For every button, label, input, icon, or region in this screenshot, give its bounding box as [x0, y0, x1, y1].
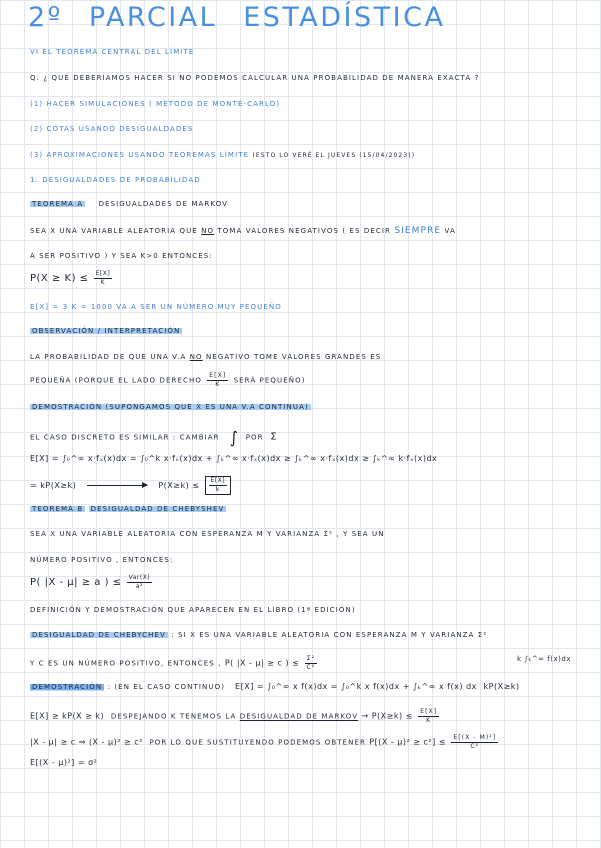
question-line: Q: ¿ QUÉ DEBERÍAMOS HACER SI NO PODEMOS CALCULAR UNA PROBABILIDAD DE MANERA EXACTA ? [30, 74, 480, 82]
demo-heading [30, 403, 311, 411]
side-note-formula: k ∫ₖ^∞ f(x)dx [517, 655, 571, 663]
arrow-icon [87, 485, 147, 486]
demo-result-num: E[X] [210, 477, 226, 484]
demo2-line [30, 682, 520, 691]
markov-fraction-den: K [100, 279, 106, 286]
final1-result: → P(X≥k) ≤ [361, 711, 413, 721]
final1-fraction-num: E[X] [420, 708, 438, 715]
title-number: 2º [28, 2, 63, 33]
section-heading-vi: VI EL TEOREMA CENTRAL DEL LÍMITE [30, 48, 195, 56]
teorema-b-heading [30, 505, 226, 513]
obs-line-1 [30, 353, 381, 361]
final-line-2 [30, 734, 500, 751]
teorema-a-name: DESIGUALDADES DE MARKOV [98, 200, 229, 208]
markov-formula [30, 270, 114, 287]
title-word-estadistica: ESTADÍSTICA [243, 2, 446, 33]
cheb2-text: : SI X ES UNA VARIABLE ALEATORIA CON ESPERANZA Μ Y VARIANZA Σ² [171, 631, 488, 639]
obs-text-b: NEGATIVO TOME VALORES GRANDES ES [205, 353, 382, 361]
markov-text-b: TOMA VALORES NEGATIVOS ( ES DECIR [217, 227, 391, 235]
demo-heading-text: DEMOSTRACIÓN (SUPONGAMOS QUE X ES UNA V.A CONTINUA) [32, 403, 309, 411]
teorema-a-label: TEOREMA A [32, 200, 84, 208]
cheb-formula [30, 574, 154, 591]
teorema-b-label: TEOREMA B [32, 505, 84, 513]
demo-result-den: k [215, 486, 220, 493]
obs-fraction-num: E[X] [209, 372, 227, 379]
final1-text: DESPEJANDO K TENEMOS LA [110, 712, 237, 721]
teorema-a-heading [30, 200, 228, 208]
final1-fraction [418, 708, 439, 725]
demo2-tail: kP(X≥k) [483, 682, 520, 691]
discrete-por: POR [245, 433, 264, 442]
discrete-line [30, 428, 278, 447]
sum-symbol: Σ [270, 431, 278, 443]
list-item-1-text: (1) HACER SIMULACIONES ( MÉTODO DE MONTE-CARLO) [30, 100, 281, 108]
demo2-label: DEMOSTRACIÓN [32, 683, 103, 691]
markov-text-c: VA [444, 227, 456, 235]
markov-fraction-num: E[X] [95, 270, 111, 277]
cheb-formula-lhs: P( |X - μ| ≥ a ) ≤ [30, 577, 122, 588]
final2-result: P[(X - μ)² ≥ c²] ≤ [369, 737, 446, 747]
cheb2-formula: P( |X - μ| ≥ c ) ≤ [224, 658, 300, 668]
demo2-formula: E[X] = ∫₀^∞ x f(x)dx = ∫₀^k x f(x)dx + ∫ₖ^∞ x f(x) dx [235, 682, 477, 691]
final-line-3: E[(X - μ)²] = σ² [30, 758, 98, 767]
demo-formula: E[X] = ∫₀^∞ x·fₓ(x)dx = ∫₀^k x·fₓ(x)dx + ∫ₖ^∞ x·fₓ(x)dx ≥ ∫ₖ^∞ x·fₓ(x)dx ≥ ∫ₖ^∞ k·fₓ(x)dx [30, 454, 438, 463]
final2-fraction [451, 734, 498, 751]
cheb2-line-2-text: Y C ES UN NÚMERO POSITIVO, ENTONCES , [30, 659, 222, 668]
demo-result [30, 476, 233, 495]
list-item-3-note: (ESTO LO VERÉ EL JUEVES (15/04/2023)) [252, 152, 416, 159]
cheb-fraction-den: a² [135, 583, 143, 590]
list-item-2-text: (2) COTAS USANDO DESIGUALDADES [30, 125, 194, 133]
list-item-2 [30, 125, 193, 133]
markov-line-1 [30, 226, 456, 236]
markov-formula-lhs: P(X ≥ K) ≤ [30, 273, 89, 284]
markov-line-2: A SER POSITIVO ) Y SEA K>0 ENTONCES: [30, 252, 213, 260]
obs-text-c: PEQUEÑA (PORQUE EL LADO DERECHO [30, 376, 202, 385]
definition-line: DEFINICIÓN Y DEMOSTRACIÓN QUE APARECEN EN EL LIBRO (1ª EDICIÓN) [30, 606, 356, 614]
cheb-line-1: SEA X UNA VARIABLE ALEATORIA CON ESPERANZA Μ Y VARIANZA Σ² , Y SEA UN [30, 530, 385, 538]
final2-text: POR LO QUE SUSTITUYENDO PODEMOS OBTENER [149, 738, 366, 747]
title-word-parcial: PARCIAL [88, 2, 218, 33]
final1-fraction-den: K [426, 717, 432, 724]
list-item-3 [30, 151, 415, 159]
obs-text-a: LA PROBABILIDAD DE QUE UNA V.A [30, 353, 187, 361]
cheb2-fraction [305, 655, 317, 672]
section-heading-1: 1. DESIGUALDADES DE PROBABILIDAD [30, 176, 201, 184]
discrete-text: EL CASO DISCRETO ES SIMILAR : CAMBIAR [30, 433, 220, 442]
demo-result-rhs: P(X≥k) ≤ [158, 481, 200, 490]
final1-formula: E[X] ≥ kP(X ≥ k) [30, 711, 105, 721]
markov-fraction [94, 270, 113, 287]
teorema-b-name: DESIGUALDAD DE CHEBYSHEV [90, 505, 225, 513]
cheb2-label: DESIGUALDAD DE CHEBYCHEV [32, 631, 166, 639]
final-line-1 [30, 708, 441, 725]
markov-no: NO [201, 227, 215, 235]
list-item-1 [30, 100, 280, 108]
demo-result-fraction [205, 476, 232, 495]
obs-text-d: SERÁ PEQUEÑO) [233, 376, 306, 385]
integral-symbol: ∫ [229, 428, 240, 447]
final2-fraction-den: C² [470, 743, 480, 750]
list-item-3-text: (3) APROXIMACIONES USANDO TEOREMAS LÍMITE [30, 151, 250, 159]
obs-fraction [207, 372, 228, 389]
final2-fraction-num: E[(X - Μ)²] [453, 734, 497, 741]
markov-text-a: SEA X UNA VARIABLE ALEATORIA QUE [30, 227, 198, 235]
cheb-fraction-num: Var(X) [128, 574, 151, 581]
page-title [28, 2, 445, 33]
cheb2-line-2 [30, 655, 319, 672]
example-line: E[X] = 3 K = 1000 VA A SER UN NÚMERO MUY PEQUEÑO [30, 303, 282, 311]
obs-no: NO [189, 353, 203, 361]
cheb-fraction [127, 574, 153, 591]
cheb2-line-1 [30, 631, 487, 639]
siempre-word: SIEMPRE [394, 226, 442, 236]
demo-result-lhs: = kP(X≥k) [30, 481, 77, 490]
cheb-line-2: NÚMERO POSITIVO , ENTONCES: [30, 556, 174, 564]
obs-line-2 [30, 372, 306, 389]
obs-fraction-den: K [215, 381, 221, 388]
cheb2-fraction-den: C² [306, 664, 316, 671]
demo2-text: : (EN EL CASO CONTINUO) [107, 683, 226, 691]
obs-heading [30, 327, 182, 335]
final1-markov: DESIGUALDAD DE MARKOV [239, 712, 359, 721]
cheb2-fraction-num: Σ² [306, 655, 316, 662]
final2-formula: |X - μ| ≥ c ⇒ (X - μ)² ≥ c² [30, 737, 143, 747]
obs-heading-text: OBSERVACIÓN / INTERPRETACIÓN [32, 327, 181, 335]
